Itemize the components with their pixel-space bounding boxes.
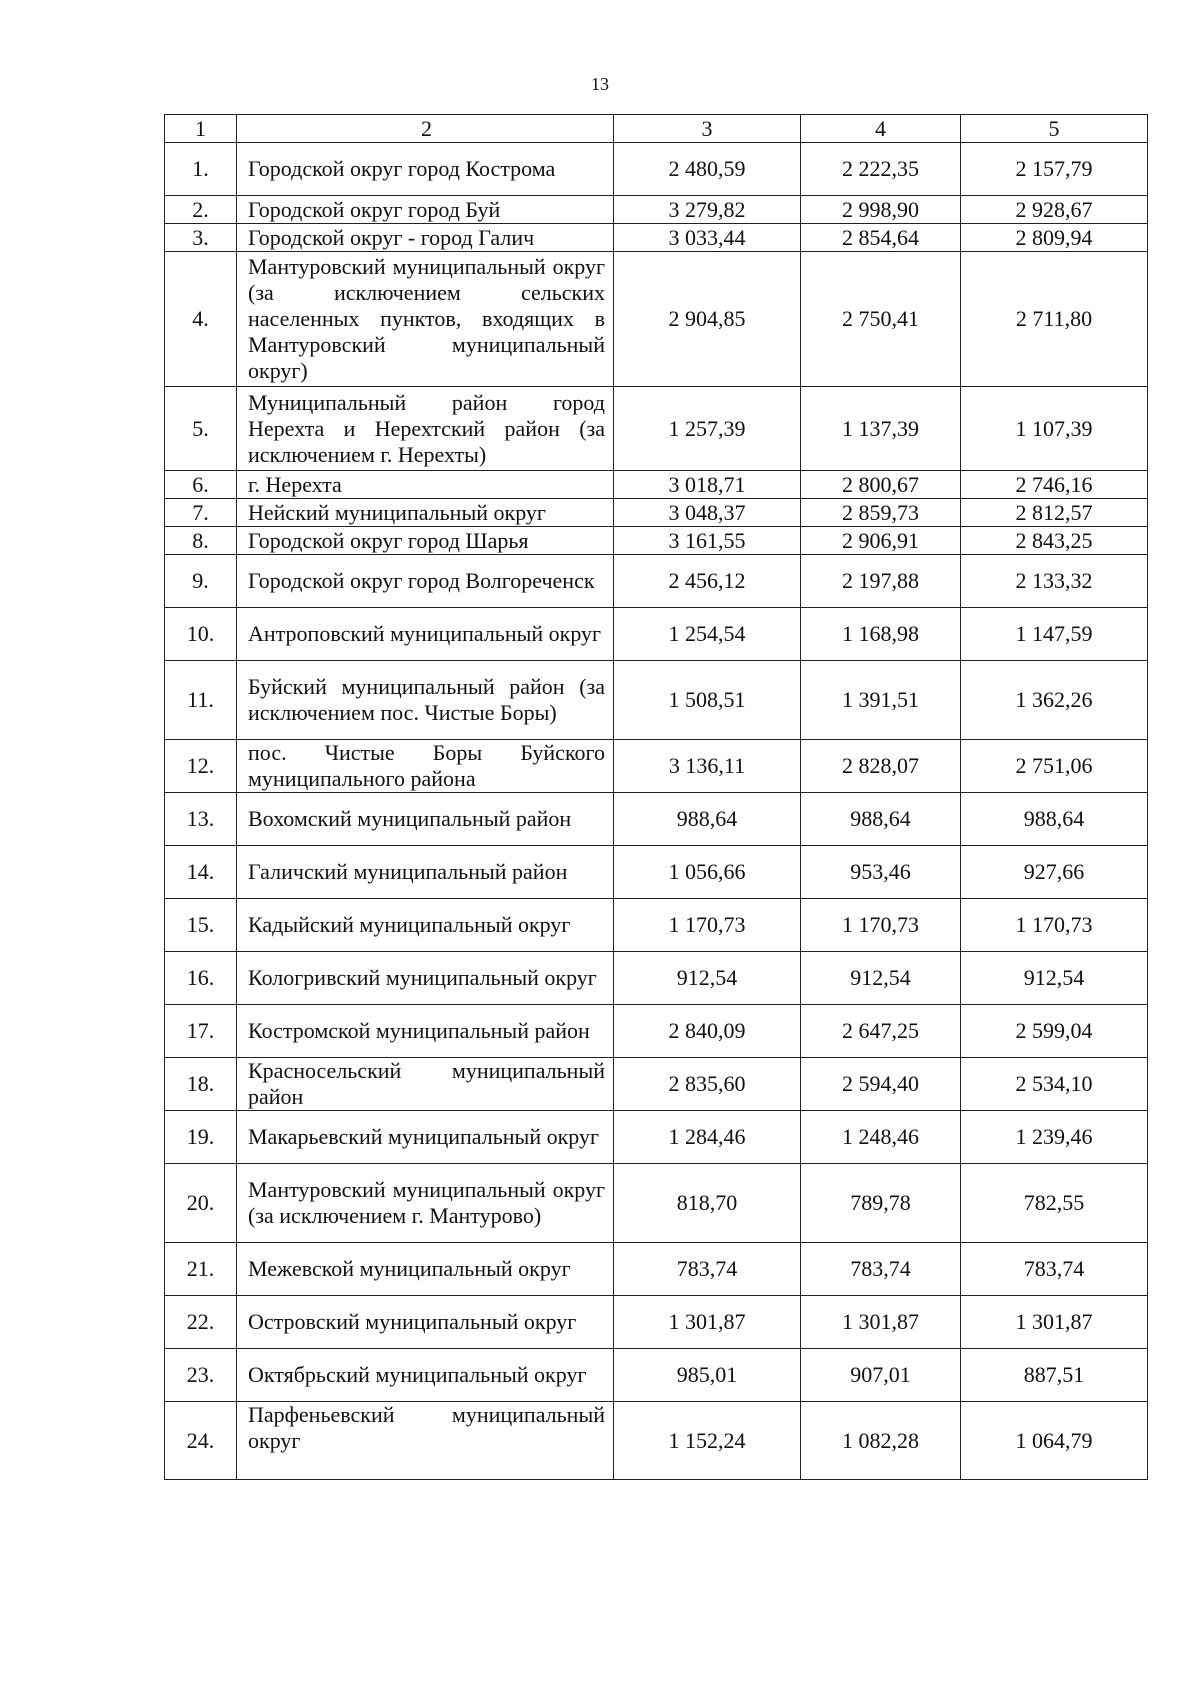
row-value-col-5: 2 599,04 <box>961 1005 1148 1058</box>
table-row <box>165 224 1148 252</box>
row-number: 7. <box>165 499 237 527</box>
row-value-col-5: 1 107,39 <box>961 387 1148 471</box>
row-value-col-3: 912,54 <box>614 952 801 1005</box>
row-name: г. Нерехта <box>237 471 614 499</box>
table-row <box>165 1058 1148 1111</box>
row-number: 10. <box>165 608 237 661</box>
row-name: Городской округ город Буй <box>237 196 614 224</box>
row-value-col-5: 887,51 <box>961 1349 1148 1402</box>
row-value-col-5: 2 928,67 <box>961 196 1148 224</box>
row-name: Кологривский муниципальный округ <box>237 952 614 1005</box>
row-number: 12. <box>165 740 237 793</box>
row-value-col-5: 912,54 <box>961 952 1148 1005</box>
header-col-4: 4 <box>801 115 961 143</box>
row-name: Городской округ - город Галич <box>237 224 614 252</box>
row-value-col-3: 1 301,87 <box>614 1296 801 1349</box>
row-name: Антроповский муниципальный округ <box>237 608 614 661</box>
row-value-col-3: 1 152,24 <box>614 1402 801 1480</box>
row-value-col-3: 783,74 <box>614 1243 801 1296</box>
row-value-col-4: 2 854,64 <box>801 224 961 252</box>
row-name: Галичский муниципальный район <box>237 846 614 899</box>
row-value-col-5: 2 133,32 <box>961 555 1148 608</box>
row-value-col-3: 3 018,71 <box>614 471 801 499</box>
table-row <box>165 252 1148 387</box>
row-value-col-4: 1 170,73 <box>801 899 961 952</box>
row-value-col-3: 2 840,09 <box>614 1005 801 1058</box>
row-value-col-4: 2 594,40 <box>801 1058 961 1111</box>
header-col-5: 5 <box>961 115 1148 143</box>
row-value-col-4: 907,01 <box>801 1349 961 1402</box>
row-value-col-4: 1 248,46 <box>801 1111 961 1164</box>
table-row <box>165 143 1148 196</box>
row-value-col-3: 3 048,37 <box>614 499 801 527</box>
row-value-col-4: 789,78 <box>801 1164 961 1243</box>
table-row <box>165 952 1148 1005</box>
row-value-col-4: 2 998,90 <box>801 196 961 224</box>
row-number: 6. <box>165 471 237 499</box>
row-number: 9. <box>165 555 237 608</box>
row-number: 22. <box>165 1296 237 1349</box>
row-value-col-3: 1 508,51 <box>614 661 801 740</box>
row-value-col-5: 2 746,16 <box>961 471 1148 499</box>
table-row <box>165 1349 1148 1402</box>
row-value-col-5: 782,55 <box>961 1164 1148 1243</box>
table-row <box>165 1164 1148 1243</box>
row-value-col-5: 1 064,79 <box>961 1402 1148 1480</box>
row-value-col-4: 2 750,41 <box>801 252 961 387</box>
row-value-col-4: 2 197,88 <box>801 555 961 608</box>
row-number: 8. <box>165 527 237 555</box>
table-row <box>165 387 1148 471</box>
row-number: 11. <box>165 661 237 740</box>
row-name: Мантуровский муниципальный округ (за исключением г. Мантурово) <box>237 1164 614 1243</box>
row-value-col-4: 1 391,51 <box>801 661 961 740</box>
table-row <box>165 527 1148 555</box>
row-number: 21. <box>165 1243 237 1296</box>
row-name: Буйский муниципальный район (за исключением пос. Чистые Боры) <box>237 661 614 740</box>
table-row <box>165 1296 1148 1349</box>
row-value-col-4: 1 137,39 <box>801 387 961 471</box>
page-number: 13 <box>591 74 609 94</box>
table-row <box>165 1111 1148 1164</box>
row-number: 20. <box>165 1164 237 1243</box>
row-name: Костромской муниципальный район <box>237 1005 614 1058</box>
header-col-2: 2 <box>237 115 614 143</box>
table-row <box>165 793 1148 846</box>
row-value-col-5: 988,64 <box>961 793 1148 846</box>
row-number: 15. <box>165 899 237 952</box>
row-value-col-3: 1 257,39 <box>614 387 801 471</box>
row-name: пос. Чистые Боры Буйского муниципального района <box>237 740 614 793</box>
row-value-col-3: 1 056,66 <box>614 846 801 899</box>
row-number: 23. <box>165 1349 237 1402</box>
row-name: Мантуровский муниципальный округ (за исключением сельских населенных пунктов, входящих в Мантуровский муниципальный округ) <box>237 252 614 387</box>
row-value-col-5: 2 812,57 <box>961 499 1148 527</box>
row-value-col-3: 3 161,55 <box>614 527 801 555</box>
row-value-col-5: 2 534,10 <box>961 1058 1148 1111</box>
row-value-col-4: 2 906,91 <box>801 527 961 555</box>
row-name: Городской округ город Волгореченск <box>237 555 614 608</box>
row-value-col-4: 783,74 <box>801 1243 961 1296</box>
row-value-col-3: 2 835,60 <box>614 1058 801 1111</box>
table-header-row <box>165 115 1148 143</box>
row-value-col-4: 1 168,98 <box>801 608 961 661</box>
row-value-col-5: 927,66 <box>961 846 1148 899</box>
row-value-col-4: 2 647,25 <box>801 1005 961 1058</box>
row-name: Октябрьский муниципальный округ <box>237 1349 614 1402</box>
row-name: Городской округ город Шарья <box>237 527 614 555</box>
row-name: Макарьевский муниципальный округ <box>237 1111 614 1164</box>
row-value-col-4: 2 222,35 <box>801 143 961 196</box>
row-value-col-3: 1 254,54 <box>614 608 801 661</box>
row-number: 24. <box>165 1402 237 1480</box>
row-value-col-4: 988,64 <box>801 793 961 846</box>
header-col-1: 1 <box>165 115 237 143</box>
row-value-col-4: 1 301,87 <box>801 1296 961 1349</box>
row-value-col-4: 2 800,67 <box>801 471 961 499</box>
table-row <box>165 899 1148 952</box>
row-value-col-5: 1 362,26 <box>961 661 1148 740</box>
row-value-col-4: 2 828,07 <box>801 740 961 793</box>
row-value-col-3: 1 170,73 <box>614 899 801 952</box>
table-row <box>165 846 1148 899</box>
row-name: Парфеньевский муниципальный округ <box>237 1402 614 1480</box>
table-row <box>165 471 1148 499</box>
row-value-col-3: 985,01 <box>614 1349 801 1402</box>
row-value-col-4: 1 082,28 <box>801 1402 961 1480</box>
row-value-col-4: 912,54 <box>801 952 961 1005</box>
row-number: 17. <box>165 1005 237 1058</box>
row-value-col-5: 2 711,80 <box>961 252 1148 387</box>
row-name: Нейский муниципальный округ <box>237 499 614 527</box>
table-row <box>165 555 1148 608</box>
row-value-col-5: 1 301,87 <box>961 1296 1148 1349</box>
row-value-col-3: 818,70 <box>614 1164 801 1243</box>
row-value-col-5: 2 809,94 <box>961 224 1148 252</box>
row-number: 13. <box>165 793 237 846</box>
row-value-col-5: 2 157,79 <box>961 143 1148 196</box>
row-value-col-4: 953,46 <box>801 846 961 899</box>
row-name: Красносельский муниципальный район <box>237 1058 614 1111</box>
row-value-col-3: 3 033,44 <box>614 224 801 252</box>
row-value-col-5: 2 843,25 <box>961 527 1148 555</box>
row-value-col-3: 3 279,82 <box>614 196 801 224</box>
row-value-col-5: 783,74 <box>961 1243 1148 1296</box>
data-table <box>164 114 1148 1480</box>
row-value-col-3: 3 136,11 <box>614 740 801 793</box>
table-row <box>165 196 1148 224</box>
row-value-col-3: 988,64 <box>614 793 801 846</box>
row-name: Городской округ город Кострома <box>237 143 614 196</box>
row-number: 19. <box>165 1111 237 1164</box>
row-number: 14. <box>165 846 237 899</box>
row-value-col-3: 2 904,85 <box>614 252 801 387</box>
table-row <box>165 1402 1148 1480</box>
header-col-3: 3 <box>614 115 801 143</box>
row-number: 2. <box>165 196 237 224</box>
row-name: Кадыйский муниципальный округ <box>237 899 614 952</box>
row-value-col-4: 2 859,73 <box>801 499 961 527</box>
row-name: Островский муниципальный округ <box>237 1296 614 1349</box>
row-value-col-5: 1 239,46 <box>961 1111 1148 1164</box>
table-row <box>165 661 1148 740</box>
row-number: 5. <box>165 387 237 471</box>
row-value-col-5: 1 147,59 <box>961 608 1148 661</box>
table-row <box>165 740 1148 793</box>
row-number: 3. <box>165 224 237 252</box>
table-row <box>165 1243 1148 1296</box>
row-number: 1. <box>165 143 237 196</box>
table-row <box>165 608 1148 661</box>
row-value-col-3: 1 284,46 <box>614 1111 801 1164</box>
row-value-col-3: 2 480,59 <box>614 143 801 196</box>
table-row <box>165 1005 1148 1058</box>
row-name: Муниципальный район город Нерехта и Нерехтский район (за исключением г. Нерехты) <box>237 387 614 471</box>
table-row <box>165 499 1148 527</box>
row-name: Вохомский муниципальный район <box>237 793 614 846</box>
row-number: 16. <box>165 952 237 1005</box>
row-number: 4. <box>165 252 237 387</box>
row-value-col-5: 1 170,73 <box>961 899 1148 952</box>
row-value-col-3: 2 456,12 <box>614 555 801 608</box>
row-number: 18. <box>165 1058 237 1111</box>
row-name: Межевской муниципальный округ <box>237 1243 614 1296</box>
row-value-col-5: 2 751,06 <box>961 740 1148 793</box>
